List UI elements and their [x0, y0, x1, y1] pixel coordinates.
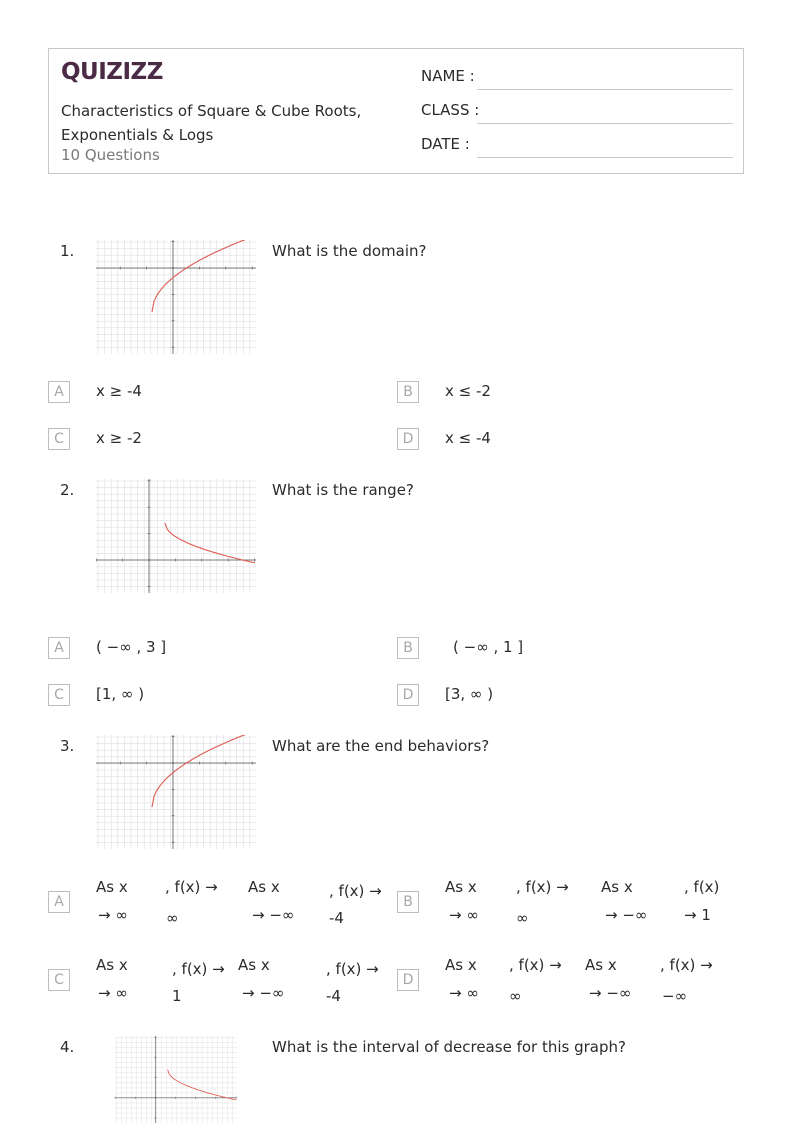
option-b-text: ∞: [516, 909, 529, 927]
option-letter: A: [48, 381, 70, 403]
question-text: What are the end behaviors?: [272, 737, 490, 755]
option-letter: D: [397, 428, 419, 450]
question-number: 3.: [60, 737, 75, 755]
option-letter: C: [48, 684, 70, 706]
option-c-text: As x: [238, 956, 270, 974]
option-c-text: → −∞: [242, 984, 285, 1002]
option-c-text: , f(x) →: [326, 960, 379, 978]
option-letter: B: [397, 381, 419, 403]
option-c-text: → ∞: [98, 984, 128, 1002]
question-graph: [96, 1036, 256, 1123]
option-text: ( −∞ , 3 ]: [96, 638, 167, 656]
option-c-text: -4: [326, 987, 341, 1005]
question-number: 1.: [60, 242, 75, 260]
option-text: x ≥ -2: [96, 429, 142, 447]
option-d-text: ∞: [509, 987, 522, 1005]
option-d-text: → −∞: [589, 984, 632, 1002]
option-letter: D: [397, 969, 419, 991]
date-label: DATE :: [421, 135, 470, 153]
question-graph: [96, 479, 256, 593]
option-letter: A: [48, 637, 70, 659]
class-line[interactable]: [477, 123, 733, 124]
name-line[interactable]: [477, 89, 733, 90]
option-letter: C: [48, 428, 70, 450]
option-b-text: , f(x): [684, 878, 720, 896]
option-text: x ≤ -4: [445, 429, 491, 447]
date-field[interactable]: [421, 135, 733, 159]
name-label: NAME :: [421, 67, 475, 85]
graph-axes: [96, 240, 256, 354]
option-a-text: , f(x) →: [165, 878, 218, 896]
option-a-text: → ∞: [98, 906, 128, 924]
option-c-text: 1: [172, 987, 182, 1005]
question-text: What is the domain?: [272, 242, 427, 260]
graph-grid: [96, 240, 256, 354]
option-letter: A: [48, 891, 70, 913]
option-text: x ≥ -4: [96, 382, 142, 400]
option-b-text: → −∞: [605, 906, 648, 924]
option-d-text: , f(x) →: [509, 956, 562, 974]
option-b-text: → 1: [684, 906, 711, 924]
question-graph: [96, 240, 256, 354]
graph-axes: [96, 735, 256, 849]
option-letter: C: [48, 969, 70, 991]
question-graph: [96, 735, 256, 849]
graph-axes: [115, 1036, 237, 1123]
option-d-text: −∞: [662, 987, 688, 1005]
name-field[interactable]: [421, 67, 733, 91]
question-number: 4.: [60, 1038, 75, 1056]
class-field[interactable]: [421, 101, 733, 125]
graph-axes: [96, 479, 256, 593]
option-b-text: As x: [601, 878, 633, 896]
option-text: x ≤ -2: [445, 382, 491, 400]
option-b-text: As x: [445, 878, 477, 896]
option-a-text: , f(x) →: [329, 882, 382, 900]
option-d-text: , f(x) →: [660, 956, 713, 974]
class-label: CLASS :: [421, 101, 480, 119]
option-text: [3, ∞ ): [445, 685, 494, 703]
worksheet-header: [48, 48, 744, 174]
option-letter: B: [397, 637, 419, 659]
graph-grid: [115, 1036, 237, 1123]
graph-grid: [96, 479, 256, 593]
option-a-text: As x: [96, 878, 128, 896]
option-a-text: -4: [329, 909, 344, 927]
option-text: [1, ∞ ): [96, 685, 145, 703]
worksheet-title: Characteristics of Square & Cube Roots, Exponentials & Logs: [61, 102, 362, 144]
option-c-text: , f(x) →: [172, 960, 225, 978]
quizizz-logo: QUIZIZZ: [61, 59, 163, 85]
option-d-text: As x: [585, 956, 617, 974]
option-letter: D: [397, 684, 419, 706]
option-b-text: → ∞: [449, 906, 479, 924]
option-d-text: As x: [445, 956, 477, 974]
option-b-text: , f(x) →: [516, 878, 569, 896]
option-a-text: As x: [248, 878, 280, 896]
option-c-text: As x: [96, 956, 128, 974]
graph-grid: [96, 735, 256, 849]
option-a-text: ∞: [166, 909, 179, 927]
question-count: 10 Questions: [61, 146, 160, 164]
option-d-text: → ∞: [449, 984, 479, 1002]
question-text: What is the range?: [272, 481, 414, 499]
option-a-text: → −∞: [252, 906, 295, 924]
question-text: What is the interval of decrease for this graph?: [272, 1038, 626, 1056]
option-text: ( −∞ , 1 ]: [453, 638, 524, 656]
date-line[interactable]: [477, 157, 733, 158]
option-letter: B: [397, 891, 419, 913]
question-number: 2.: [60, 481, 75, 499]
